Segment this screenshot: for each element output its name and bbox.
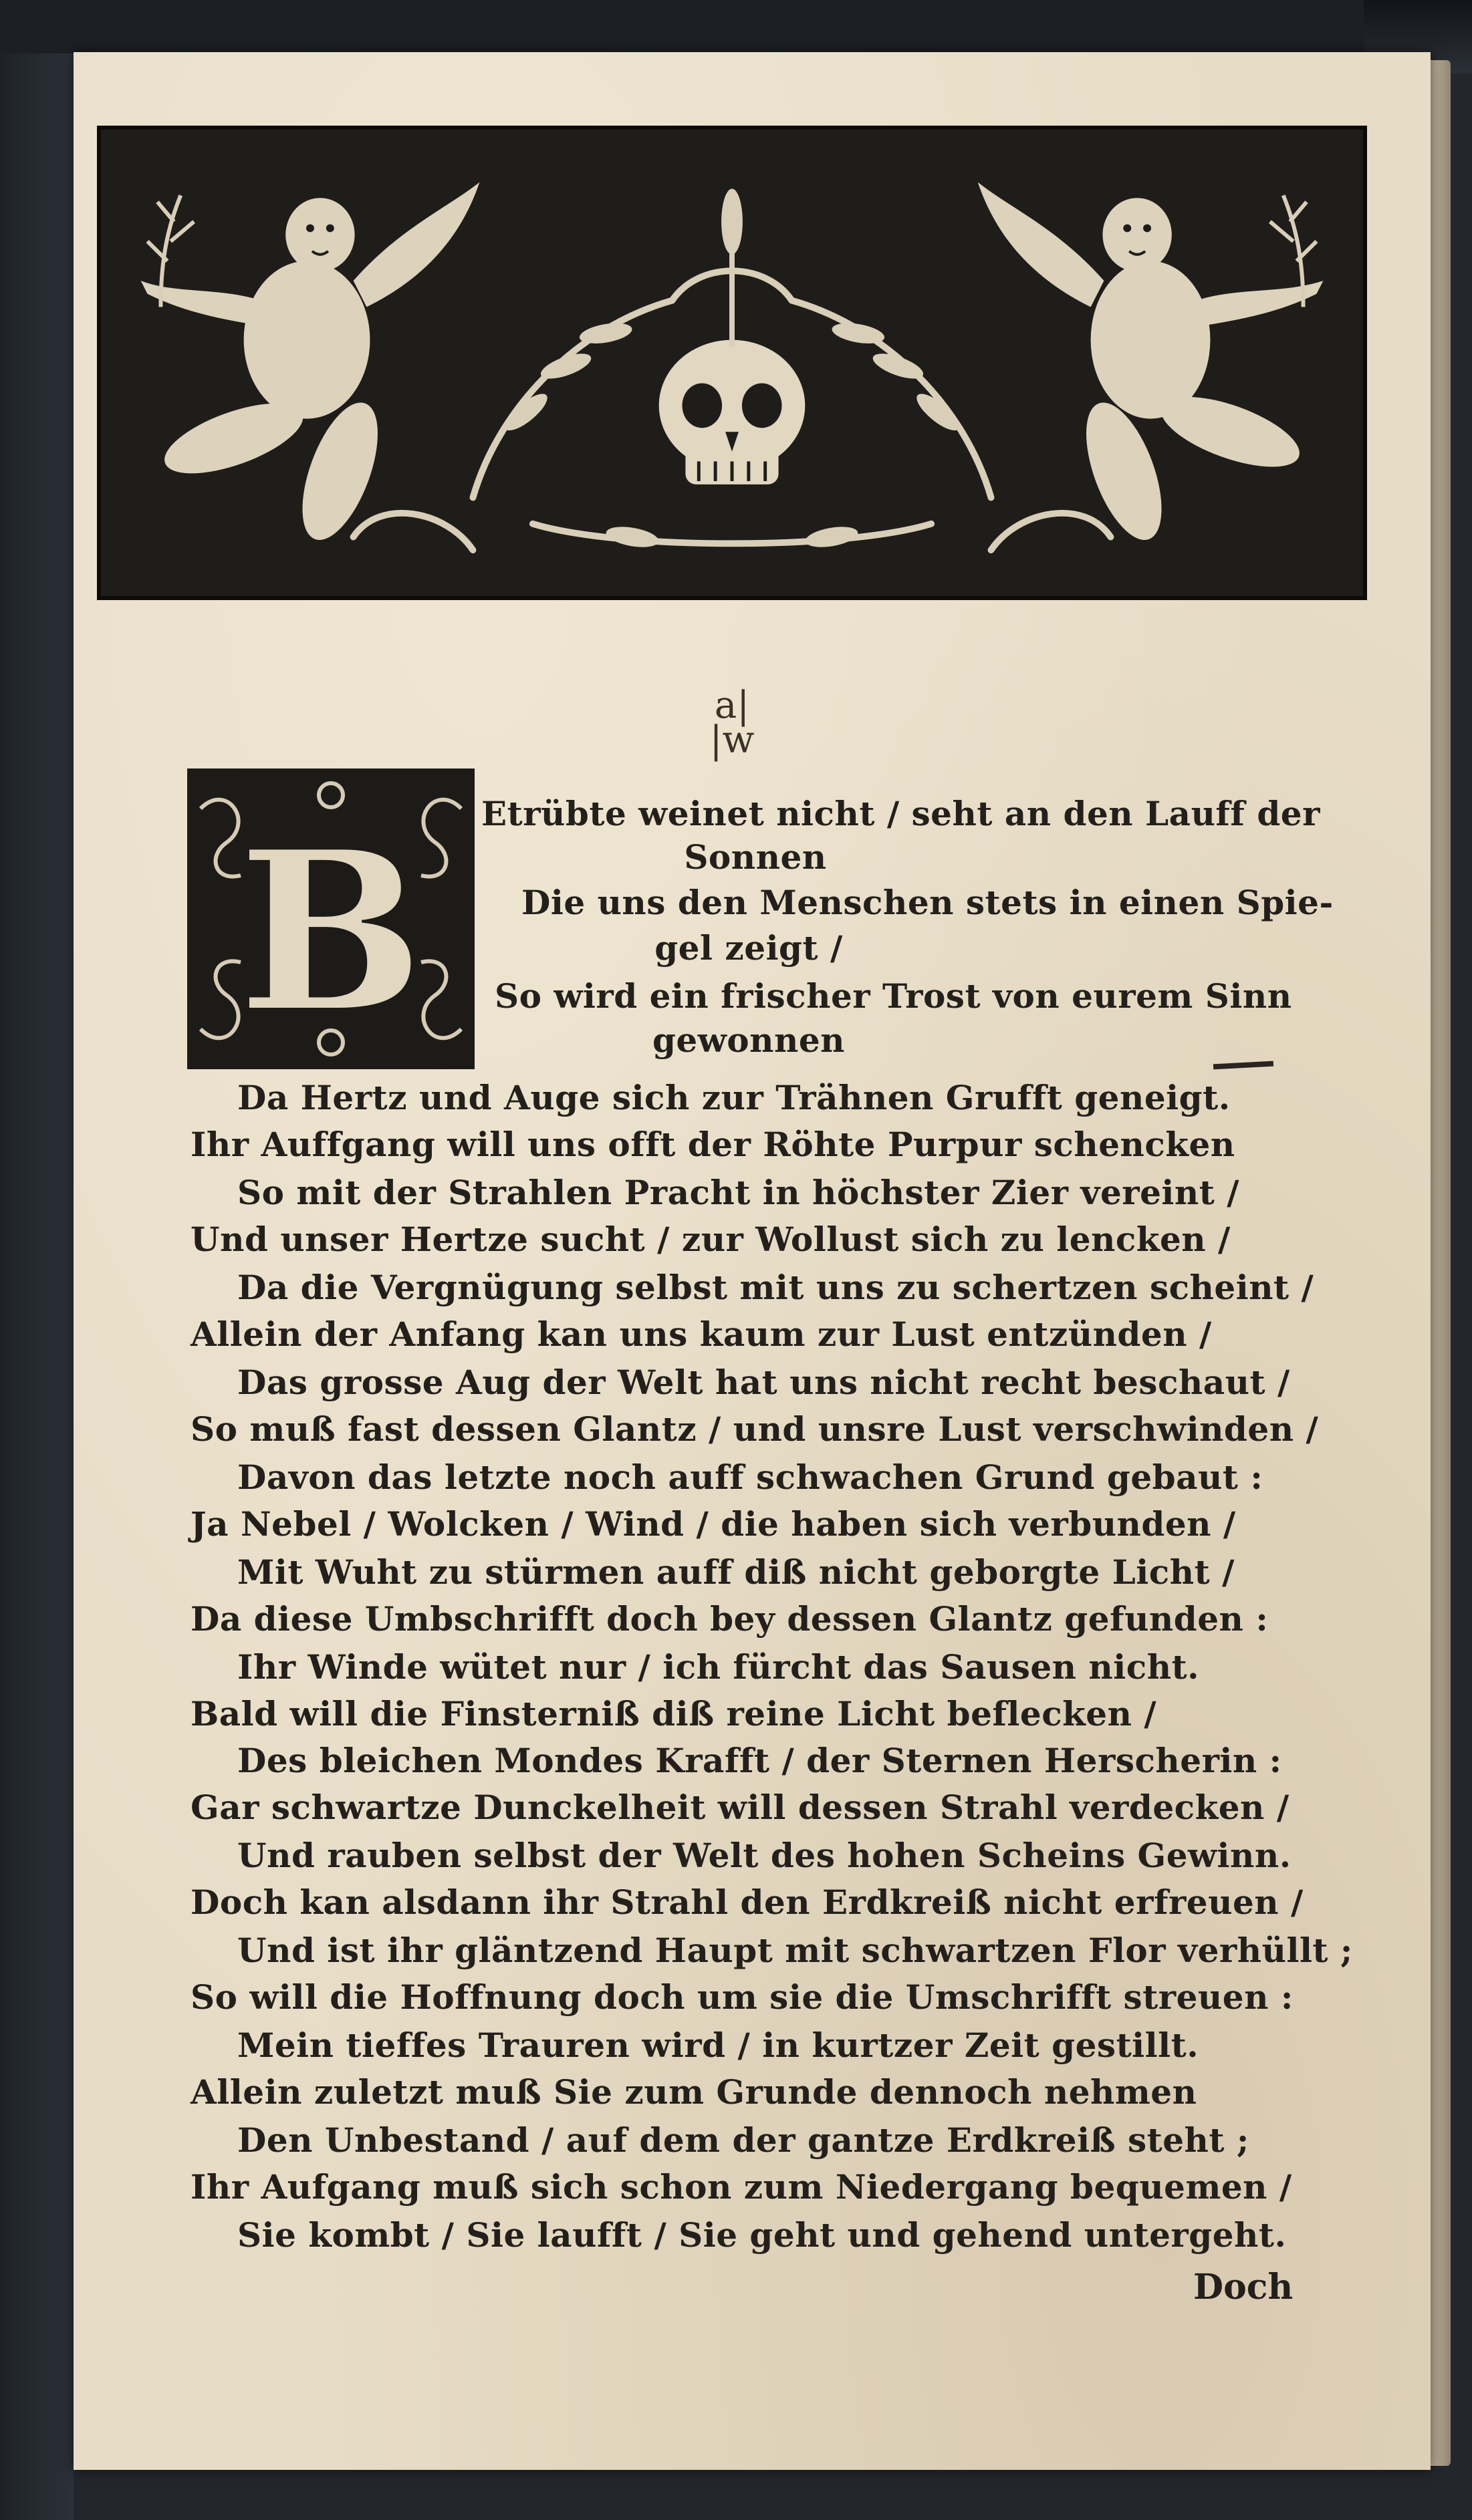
poem-line: Da diese Umbschrifft doch bey dessen Glantz gefunden : bbox=[191, 1599, 1269, 1639]
poem-line: Ihr Winde wütet nur / ich fürcht das Sausen nicht. bbox=[237, 1647, 1200, 1687]
poem-line: Ja Nebel / Wolcken / Wind / die haben sich verbunden / bbox=[191, 1504, 1236, 1544]
poem-line: Des bleichen Mondes Krafft / der Sternen Herscherin : bbox=[237, 1741, 1282, 1780]
poem-line: Mit Wuht zu stürmen auff diß nicht geborgte Licht / bbox=[237, 1552, 1235, 1592]
poem-line: Sie kombt / Sie laufft / Sie geht und gehend untergeht. bbox=[237, 2215, 1287, 2255]
poem-line: Und ist ihr gläntzend Haupt mit schwartzen Flor verhüllt ; bbox=[237, 1931, 1353, 1970]
poem-line: Sonnen bbox=[684, 837, 827, 877]
poem-line: Und unser Hertze sucht / zur Wollust sich zu lencken / bbox=[191, 1220, 1231, 1259]
poem-line: Ihr Aufgang muß sich schon zum Niedergang bequemen / bbox=[191, 2167, 1292, 2207]
poem-line: Und rauben selbst der Welt des hohen Scheins Gewinn. bbox=[237, 1836, 1292, 1875]
poem-line: Da Hertz und Auge sich zur Trähnen Grufft geneigt. bbox=[237, 1078, 1231, 1117]
poem-line: So wird ein frischer Trost von eurem Sinn bbox=[495, 976, 1292, 1016]
poem-line: Da die Vergnügung selbst mit uns zu schertzen scheint / bbox=[237, 1268, 1314, 1307]
poem-line: Allein der Anfang kan uns kaum zur Lust entzünden / bbox=[191, 1314, 1212, 1354]
poem-line: Davon das letzte noch auff schwachen Grund gebaut : bbox=[237, 1457, 1263, 1497]
poem-line: So muß fast dessen Glantz / und unsre Lust verschwinden / bbox=[191, 1409, 1319, 1449]
poem-line: gewonnen bbox=[652, 1020, 846, 1060]
stamp-line-top: a| bbox=[714, 684, 750, 727]
poem-line: So mit der Strahlen Pracht in höchster Zier vereint / bbox=[237, 1173, 1240, 1212]
poem-line: Gar schwartze Dunckelheit will dessen Strahl verdecken / bbox=[191, 1788, 1290, 1827]
poem-line: Bald will die Finsterniß diß reine Licht beflecken / bbox=[191, 1694, 1157, 1733]
catchword: Doch bbox=[1193, 2267, 1294, 2307]
poem-line: So will die Hoffnung doch um sie die Umschrifft streuen : bbox=[191, 1977, 1294, 2017]
poem-line: Den Unbestand / auf dem der gantze Erdkreiß steht ; bbox=[237, 2120, 1249, 2160]
poem-line: Allein zuletzt muß Sie zum Grunde dennoch nehmen bbox=[191, 2072, 1197, 2112]
poem-line: Ihr Auffgang will uns offt der Röhte Purpur schencken bbox=[191, 1125, 1235, 1164]
initial-letter: B bbox=[237, 802, 424, 1061]
poem-line: Die uns den Menschen stets in einen Spie- bbox=[521, 883, 1334, 922]
poem-line: Mein tieffes Trauren wird / in kurtzer Zeit gestillt. bbox=[237, 2025, 1199, 2065]
poem-line: Etrübte weinet nicht / seht an den Lauff der bbox=[481, 794, 1320, 833]
poem-line: Doch kan alsdann ihr Strahl den Erdkreiß nicht erfreuen / bbox=[191, 1882, 1304, 1922]
stamp-line-bottom: |w bbox=[709, 718, 755, 762]
poem-line: Das grosse Aug der Welt hat uns nicht recht beschaut / bbox=[237, 1363, 1290, 1402]
poem-line: gel zeigt / bbox=[654, 928, 843, 968]
